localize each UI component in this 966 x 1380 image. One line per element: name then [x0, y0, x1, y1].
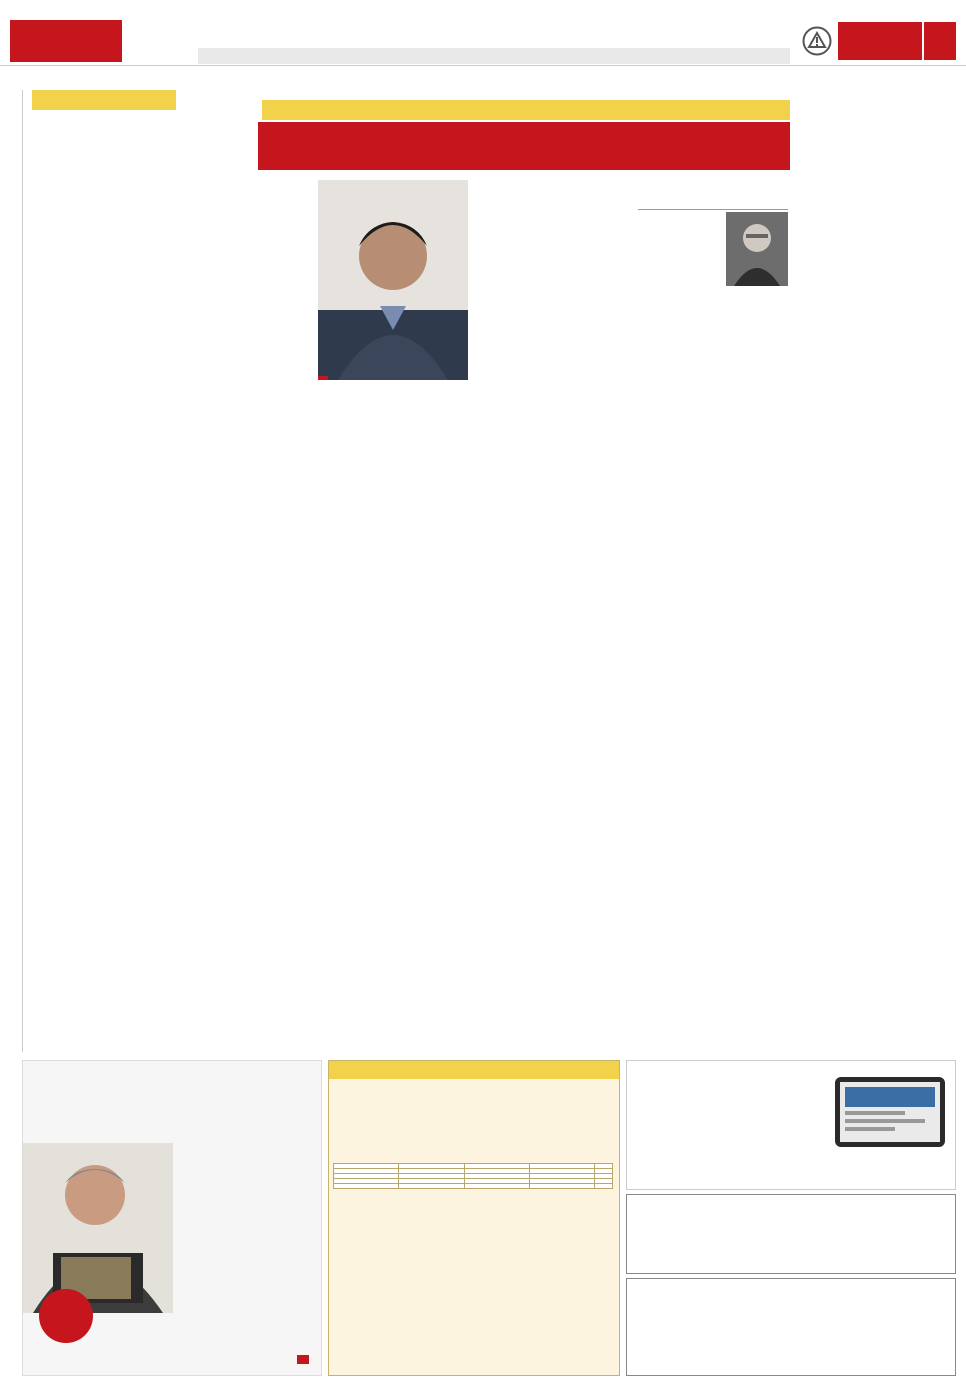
author-box: [638, 180, 788, 210]
sidebar-story1-text: [32, 176, 176, 376]
mozayede-ad: [626, 1060, 956, 1190]
tender-ad: [328, 1060, 620, 1376]
sidebar-story2-text: [32, 402, 176, 1052]
tender-title: [328, 1061, 619, 1079]
tender-intro: [333, 1083, 613, 1123]
bottom-margin: [0, 1376, 966, 1380]
story-kicker: [262, 100, 790, 120]
page-header: [0, 0, 966, 66]
story-column-2: [476, 180, 626, 1052]
ethics-ad: [22, 1060, 322, 1376]
section-title: [838, 22, 922, 60]
notice-2: [626, 1278, 956, 1376]
speaker-photo: [23, 1143, 173, 1313]
column-divider: [22, 90, 23, 1052]
table-row: [334, 1184, 613, 1189]
photo-caption: [318, 376, 328, 380]
event-badge: [39, 1289, 93, 1343]
cost-label: [143, 1355, 313, 1364]
story-column-4: [160, 180, 310, 1052]
story-headline: [258, 122, 790, 170]
free-badge: [297, 1355, 309, 1364]
date-line: [198, 48, 790, 64]
newspaper-logo: [10, 20, 122, 62]
victim-photo: [318, 180, 468, 380]
sidebar-title: [32, 90, 176, 110]
story-column-1: [638, 212, 788, 1052]
phone-mockup: [835, 1077, 945, 1147]
tender-table: [333, 1163, 613, 1189]
warning-icon: [802, 26, 832, 56]
page-number: [924, 22, 956, 60]
story-column-3: [318, 388, 468, 1052]
notice-1: [626, 1194, 956, 1274]
